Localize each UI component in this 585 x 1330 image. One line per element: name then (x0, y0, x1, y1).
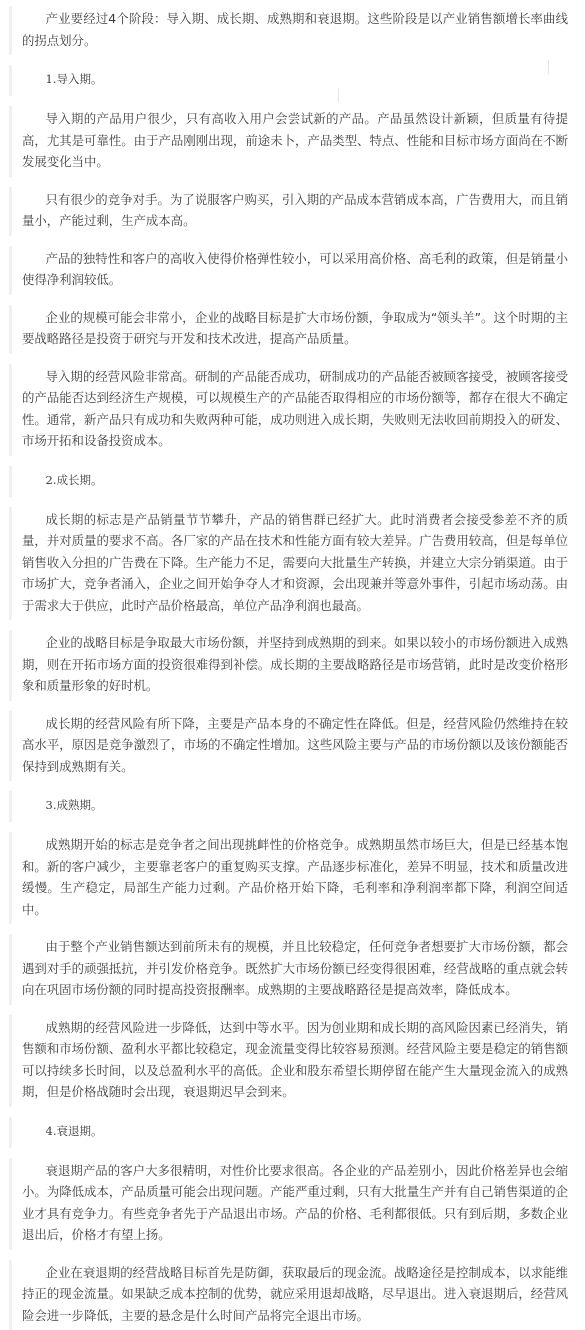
paragraph: 导入期的经营风险非常高。研制的产品能否成功，研制成功的产品能否被顾客接受，被顾客接受的产品能否达到经济生产规模，可以规模生产的产品能否取得相应的市场份额等，都存在很大不确定性。通常，新产品只有成功和失败两种可能，成功则进入成长期，失败则无法收回前期投入的研发、市场开拓和设备投资成本。 (9, 364, 576, 456)
paragraph: 导入期的产品用户很少，只有高收入用户会尝试新的产品。产品虽然设计新颖，但质量有待提高，尤其是可靠性。由于产品刚刚出现，前途未卜，产品类型、特点、性能和目标市场方面尚在不断发展变化当中。 (9, 106, 576, 177)
section-heading-introduction (9, 65, 576, 96)
section-heading-text: 2.成长期。 (46, 473, 103, 487)
paragraph: 企业的战略目标是争取最大市场份额，并坚持到成熟期的到来。如果以较小的市场份额进入成熟期，则在开拓市场方面的投资很难得到补偿。成长期的主要战略路径是市场营销，此时是改变价格形象和质量形象的好时机。 (9, 630, 576, 701)
section-heading-text: 4.衰退期。 (46, 1124, 103, 1138)
section-heading-text: 1.导入期。 (46, 72, 103, 86)
decorative-mark (548, 60, 557, 74)
paragraph: 只有很少的竞争对手。为了说服客户购买，引入期的产品成本营销成本高，广告费用大，而且销量小，产能过剩，生产成本高。 (9, 187, 576, 236)
intro-paragraph: 产业要经过4个阶段：导入期、成长期、成熟期和衰退期。这些阶段是以产业销售额增长率曲线的拐点划分。 (9, 6, 576, 55)
paragraph: 企业在衰退期的经营战略目标首先是防御，获取最后的现金流。战略途径是控制成本，以求能维持正的现金流量。如果缺乏成本控制的优势，就应采用退却战略，尽早退出。进入衰退期后，经营风险会进一步降低，主要的悬念是什么时间产品将完全退出市场。 (9, 1260, 576, 1330)
paragraph: 衰退期产品的客户大多很精明，对性价比要求很高。各企业的产品差别小，因此价格差异也会缩小。为降低成本，产品质量可能会出现问题。产能严重过剩，只有大批量生产并有自己销售渠道的企业才具有竞争力。有些竞争者先于产品退出市场。产品的价格、毛利都很低。只有到后期，多数企业退出后，价格才有望上扬。 (9, 1158, 576, 1250)
paragraph: 产品的独特性和客户的高收入使得价格弹性较小，可以采用高价格、高毛利的政策，但是销量小使得净利润较低。 (9, 246, 576, 295)
paragraph: 成熟期开始的标志是竞争者之间出现挑衅性的价格竞争。成熟期虽然市场巨大，但是已经基本饱和。新的客户减少，主要靠老客户的重复购买支撑。产品逐步标准化，差异不明显，技术和质量改进缓慢。生产稳定，局部生产能力过剩。产品价格开始下降，毛利率和净利润率都下降，利润空间适中。 (9, 832, 576, 924)
decorative-mark (338, 88, 347, 102)
paragraph: 由于整个产业销售额达到前所未有的规模，并且比较稳定，任何竞争者想要扩大市场份额，都会遇到对手的顽强抵抗，并引发价格竞争。既然扩大市场份额已经变得很困难，经营战略的重点就会转向在巩固市场份额的同时提高投资报酬率。成熟期的主要战略路径是提高效率，降低成本。 (9, 934, 576, 1005)
section-heading-maturity (9, 791, 576, 822)
paragraph: 成长期的经营风险有所下降，主要是产品本身的不确定性在降低。但是，经营风险仍然维持在较高水平，原因是竞争激烈了，市场的不确定性增加。这些风险主要与产品的市场份额以及该份额能否保持到成熟期有关。 (9, 711, 576, 782)
paragraph: 成熟期的经营风险进一步降低，达到中等水平。因为创业期和成长期的高风险因素已经消失，销售额和市场份额、盈利水平都比较稳定，现金流量变得比较容易预测。经营风险主要是稳定的销售额可以持续多长时间，以及总盈利水平的高低。企业和股东希望长期停留在能产生大量现金流入的成熟期，但是价格战随时会出现，衰退期迟早会到来。 (9, 1015, 576, 1107)
section-heading-text: 3.成熟期。 (46, 798, 103, 812)
paragraph: 企业的规模可能会非常小，企业的战略目标是扩大市场份额，争取成为“领头羊”。这个时期的主要战略路径是投资于研究与开发和技术改进，提高产品质量。 (9, 305, 576, 354)
paragraph: 成长期的标志是产品销量节节攀升，产品的销售群已经扩大。此时消费者会接受参差不齐的质量，并对质量的要求不高。各厂家的产品在技术和性能方面有较大差异。广告费用较高，但是每单位销售收入分担的广告费在下降。生产能力不足，需要向大批量生产转换，并建立大宗分销渠道。由于市场扩大，竞争者涌入，企业之间开始争夺人才和资源，会出现兼并等意外事件，引起市场动荡。由于需求大于供应，此时产品价格最高，单位产品净利润也最高。 (9, 507, 576, 621)
section-heading-decline (9, 1117, 576, 1148)
section-heading-growth (9, 466, 576, 497)
